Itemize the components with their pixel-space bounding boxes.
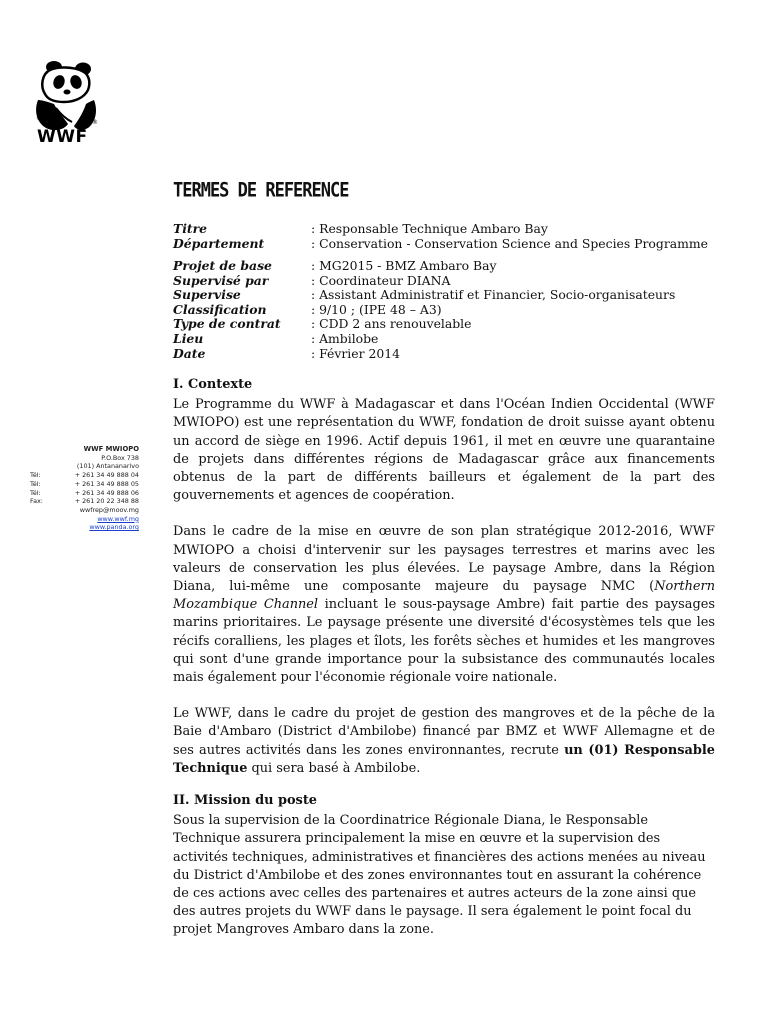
- meta-value: : Conservation - Conservation Science and Species Programme: [311, 235, 708, 251]
- meta-block-1: [173, 222, 733, 251]
- paragraph: [173, 523, 715, 687]
- meta-value: : 9/10 ; (IPE 48 – A3): [311, 301, 442, 317]
- phone-number: + 261 34 49 888 05: [74, 479, 139, 488]
- meta-row: [173, 332, 733, 347]
- sidebar-org: WWF MWIOPO: [83, 445, 139, 453]
- phone-number: + 261 34 49 888 06: [74, 488, 139, 497]
- section-heading-contexte: I. Contexte: [173, 377, 253, 392]
- paragraph-text: Le WWF, dans le cadre du projet de gestion des mangroves et de la pêche de la Baie d'Ambaro (District d'Ambilobe) financé par BMZ et WWF Allemagne et de ses autres activités dans les zones environnantes, recrute: [173, 706, 715, 758]
- meta-label: Lieu: [173, 330, 204, 346]
- sidebar-link-wwf-mg[interactable]: www.wwf.mg: [97, 514, 139, 523]
- meta-value: : Février 2014: [311, 345, 400, 361]
- sidebar-phone: [30, 489, 139, 498]
- logo-wordmark: WWF: [37, 127, 88, 147]
- paragraph-text: incluant le sous-paysage Ambre) fait partie des paysages marins prioritaires. Le paysage présente une diversité d'écosystèmes tels que les récifs coralliens, les plages et îlots, les forêts sèches et humides et les mangroves qui sont d'une grande importance pour la subsistance des communautés locales mais également pour l'économie régionale voire nationale.: [173, 597, 715, 686]
- svg-text:©: ©: [36, 115, 42, 122]
- sidebar-city: (101) Antananarivo: [76, 462, 139, 471]
- sidebar-phone: [30, 471, 139, 480]
- meta-label: Date: [173, 345, 206, 361]
- meta-row: [173, 347, 733, 362]
- meta-label: Projet de base: [173, 258, 272, 273]
- wwf-logo: [34, 60, 100, 150]
- sidebar-fax: [30, 497, 139, 506]
- meta-row: [173, 317, 733, 332]
- meta-label: Supervise: [173, 287, 241, 303]
- phone-label: Tél:: [30, 488, 41, 497]
- meta-value: : Coordinateur DIANA: [311, 272, 451, 288]
- meta-value: : Ambilobe: [311, 330, 379, 346]
- sidebar-phone: [30, 480, 139, 489]
- paragraph: [173, 705, 715, 778]
- meta-value: : Assistant Administratif et Financier, Socio-organisateurs: [311, 287, 676, 303]
- sidebar-link-panda[interactable]: www.panda.org: [89, 523, 139, 532]
- meta-row: [173, 274, 733, 289]
- meta-label: Classification: [173, 301, 267, 317]
- document-title: TERMES DE REFERENCE: [173, 179, 349, 202]
- phone-label: Tél:: [30, 471, 41, 480]
- meta-label: Titre: [173, 221, 208, 236]
- meta-block-2: [173, 259, 733, 361]
- meta-row: [173, 288, 733, 303]
- phone-label: Tél:: [30, 479, 41, 488]
- phone-number: + 261 20 22 348 88: [74, 497, 139, 506]
- meta-value: : MG2015 - BMZ Ambaro Bay: [311, 258, 497, 273]
- meta-label: Type de contrat: [173, 316, 281, 332]
- meta-label: Supervisé par: [173, 272, 269, 288]
- sidebar-email: wwfrep@moov.mg: [79, 505, 139, 514]
- paragraph: Sous la supervision de la Coordinatrice Régionale Diana, le Responsable Technique assurera principalement la mise en œuvre et la supervision des activités techniques, administratives et financières des actions menées au niveau du District d'Ambilobe et des zones environnantes tout en assurant la cohérence de ces actions avec celles des partenaires et autres acteurs de la zone ainsi que des autres projets du WWF dans le paysage. Il sera également le point focal du projet Mangroves Ambaro dans la zone.: [173, 813, 706, 938]
- strong-text: un (01) Responsable Technique: [173, 742, 716, 776]
- contact-sidebar: [30, 445, 139, 532]
- section-heading-mission: II. Mission du poste: [173, 793, 317, 809]
- phone-label: Fax:: [30, 497, 43, 506]
- panda-icon: [34, 60, 100, 132]
- paragraph: Le Programme du WWF à Madagascar et dans l'Océan Indien Occidental (WWF MWIOPO) est une représentation du WWF, fondation de droit suisse ayant obtenu un accord de siège en 1996. Actif depuis 1961, il met en œuvre une quarantaine de projets dans différentes régions de Madagascar grâce aux financements obtenus de la part de différents bailleurs et également de la part des gouvernements et agences de coopération.: [173, 397, 715, 504]
- sidebar-box: P.O.Box 738: [101, 453, 139, 462]
- meta-row: [173, 237, 733, 252]
- meta-value: : Responsable Technique Ambaro Bay: [311, 221, 548, 236]
- paragraph-text: Dans le cadre de la mise en œuvre de son plan stratégique 2012-2016, WWF MWIOPO a choisi d'intervenir sur les paysages terrestres et marins avec les valeurs de conservation les plus élevées. Le paysage Ambre, dans la Région Diana, lui-même une composante majeure du paysage NMC (: [173, 524, 715, 595]
- phone-number: + 261 34 49 888 04: [74, 471, 139, 480]
- meta-row: [173, 222, 733, 237]
- document-body: [173, 376, 715, 940]
- meta-row: [173, 303, 733, 318]
- paragraph-text: qui sera basé à Ambilobe.: [247, 760, 421, 776]
- meta-row: [173, 259, 733, 274]
- meta-label: Département: [173, 235, 265, 251]
- svg-text:®: ®: [92, 119, 98, 126]
- emphasis-text: Northern Mozambique Channel: [173, 579, 715, 613]
- meta-value: : CDD 2 ans renouvelable: [311, 316, 472, 332]
